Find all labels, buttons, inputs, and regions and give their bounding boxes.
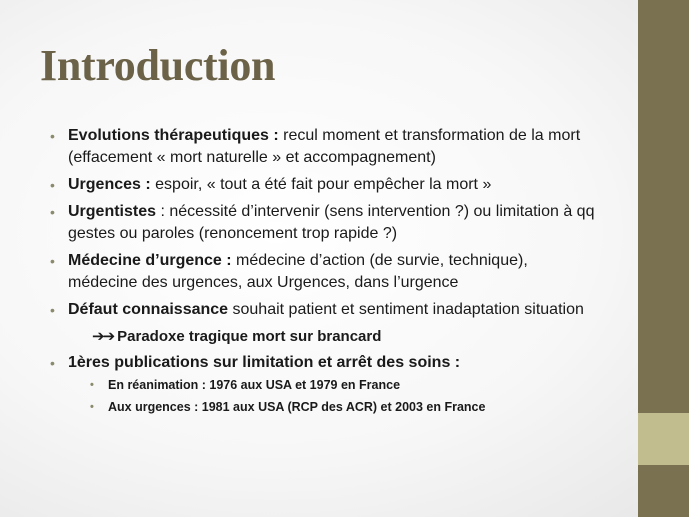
sub-bullet-list (68, 376, 598, 416)
bullet-bold: Défaut connaissance (68, 301, 229, 318)
bullet-item (50, 250, 598, 294)
bullet-item (50, 174, 598, 196)
sub-bullet-item (68, 398, 598, 416)
side-bar-accent (638, 413, 689, 465)
bullet-text: souhait patient et sentiment inadaptation situation (228, 301, 584, 318)
bullet-bold: Urgentistes (68, 203, 157, 220)
publications-heading: 1ères publications sur limitation et arrêt des soins : (68, 354, 461, 371)
bullet-text: médecine d’action (de survie, technique), médecine des urgences, aux Urgences, dans l’urgence (68, 252, 528, 291)
bullet-item (50, 299, 598, 321)
bullet-item (50, 201, 598, 245)
bullet-bold: Evolutions thérapeutiques : (68, 127, 279, 144)
bullet-marker: • (50, 302, 55, 318)
bullet-marker: • (50, 253, 55, 269)
sub-bullet-item (68, 376, 598, 394)
sub-bullet-text: En réanimation : 1976 aux USA et 1979 en France (108, 378, 401, 392)
conclusion-text: Paradoxe tragique mort sur brancard (117, 328, 382, 345)
bullet-marker: • (50, 204, 55, 220)
bullet-marker: • (50, 355, 55, 371)
conclusion-line (50, 326, 598, 348)
bullet-marker: • (50, 177, 55, 193)
double-arrow-icon: ➔➔ (92, 328, 114, 345)
slide-title: Introduction (40, 41, 276, 90)
bullet-item (50, 352, 598, 416)
sub-bullet-marker: • (90, 401, 94, 413)
bullet-text: espoir, « tout a été fait pour empêcher la mort » (150, 176, 492, 193)
bullet-item (50, 125, 598, 169)
bullet-bold: Médecine d’urgence : (68, 252, 232, 269)
bullet-list (50, 125, 598, 321)
slide-content (50, 125, 598, 421)
bullet-bold: Urgences : (68, 176, 151, 193)
bullet-text: : nécessité d’intervenir (sens intervention ?) ou limitation à qq gestes ou paroles (renoncement trop rapide ?) (68, 203, 595, 242)
bullet-marker: • (50, 128, 55, 144)
bullet-text: recul moment et transformation de la mort (effacement « mort naturelle » et accompagnement) (68, 127, 581, 166)
publications-list (50, 352, 598, 416)
sub-bullet-marker: • (90, 379, 94, 391)
sub-bullet-text: Aux urgences : 1981 aux USA (RCP des ACR) et 2003 en France (108, 400, 486, 414)
